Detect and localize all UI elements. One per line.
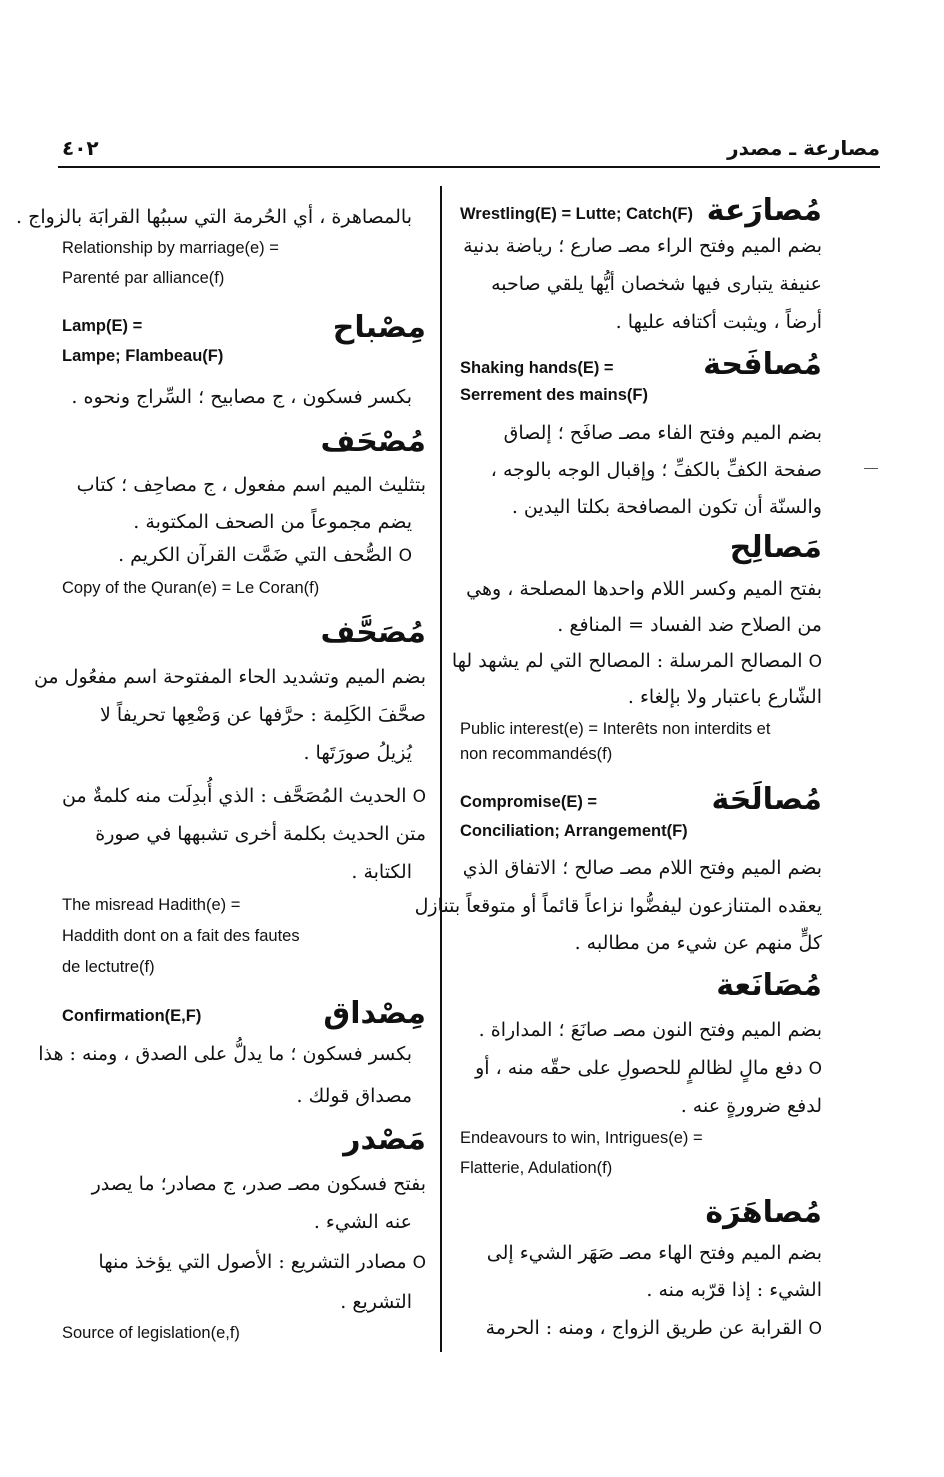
- bullet-circle: O: [808, 1059, 822, 1079]
- definition-line: بضم الميم وفتح النون مصـ صانَعَ ؛ المداراة .: [478, 1019, 822, 1041]
- definition-line: أرضاً ، ويثبت أكتافه عليها .: [615, 311, 822, 333]
- headword-musafaha: مُصافَحة: [703, 347, 822, 382]
- english-gloss: Endeavours to win, Intrigues(e) =: [460, 1129, 703, 1147]
- english-gloss: Serrement des mains(F): [460, 386, 648, 404]
- definition-line: من الصلاح ضد الفساد = المنافع .: [557, 614, 822, 636]
- definition-line: الكتابة .: [351, 861, 412, 883]
- english-gloss: Source of legislation(e,f): [62, 1324, 240, 1342]
- english-gloss: Compromise(E) =: [460, 793, 598, 811]
- english-gloss: Relationship by marriage(e) =: [62, 239, 279, 257]
- definition-line: يضم مجموعاً من الصحف المكتوبة .: [133, 511, 412, 533]
- column-divider: [440, 186, 442, 1352]
- definition-line: متن الحديث بكلمة أخرى تشبهها في صورة: [95, 823, 426, 845]
- english-gloss: de lectutre(f): [62, 958, 155, 976]
- definition-line: لدفع ضرورةٍ عنه .: [680, 1095, 822, 1117]
- headword-misbah: مِصْباح: [332, 310, 426, 345]
- definition-line: بضم الميم وفتح الفاء مصـ صافَح ؛ إلصاق: [503, 422, 822, 444]
- bullet-circle: O: [808, 652, 822, 672]
- definition-line: بفتح الميم وكسر اللام واحدها المصلحة ، وهي: [466, 578, 822, 600]
- definition-line: الشيء : إذا قرّبه منه .: [646, 1279, 822, 1301]
- definition-line: بكسر فسكون ، ج مصابيح ؛ السِّراج ونحوه .: [71, 386, 412, 408]
- definition-line: يعقده المتنازعون ليفضُّوا نزاعاً قائماً أو متوقعاً بتنازل: [414, 895, 822, 917]
- definition-line: O الحديث المُصَحَّف : الذي أُبدِلَت منه كلمةٌ من: [62, 785, 426, 807]
- page-number: ٤٠٢: [62, 136, 99, 160]
- english-gloss: Wrestling(E) = Lutte; Catch(F): [460, 205, 693, 223]
- definition-line: صحَّفَ الكَلِمة : حرَّفها عن وَضْعِها تحريفاً لا: [99, 704, 426, 726]
- bullet-circle: O: [412, 787, 426, 807]
- headword-musahara: مُصاهَرَة: [705, 1195, 822, 1230]
- definition-line: بضم الميم وفتح الراء مصـ صارع ؛ رياضة بدنية: [463, 235, 822, 257]
- definition-line: التشريع .: [340, 1291, 412, 1313]
- header-rule: [58, 166, 880, 168]
- definition-line: بتثليث الميم اسم مفعول ، ج مصاحِف ؛ كتاب: [76, 474, 426, 496]
- bullet-circle: O: [412, 1253, 426, 1273]
- definition-line: صفحة الكفِّ بالكفِّ ؛ وإقبال الوجه بالوجه ،: [490, 459, 822, 481]
- definition-line: كلٍّ منهم عن شيء من مطالبه .: [574, 932, 822, 954]
- english-gloss: Shaking hands(E) =: [460, 359, 614, 377]
- bullet-circle: O: [398, 546, 412, 566]
- english-gloss: Public interest(e) = Interêts non interdits et: [460, 720, 771, 738]
- english-gloss: Copy of the Quran(e) = Le Coran(f): [62, 579, 320, 597]
- definition-line: O الصُّحف التي ضَمَّت القرآن الكريم .: [118, 544, 412, 566]
- english-gloss: Haddith dont on a fait des fautes: [62, 927, 300, 945]
- definition-line: بكسر فسكون ؛ ما يدلُّ على الصدق ، ومنه : هذا: [38, 1043, 412, 1065]
- headword-musalaha: مُصالَحَة: [711, 782, 822, 817]
- bullet-circle: O: [808, 1319, 822, 1339]
- definition-line: بضم الميم وفتح اللام مصـ صالح ؛ الاتفاق الذي: [462, 857, 822, 879]
- headword-misdaq: مِصْداق: [323, 996, 426, 1031]
- english-gloss: Lampe; Flambeau(F): [62, 347, 224, 365]
- english-gloss: The misread Hadith(e) =: [62, 896, 241, 914]
- english-gloss: Conciliation; Arrangement(F): [460, 822, 688, 840]
- definition-line: O القرابة عن طريق الزواج ، ومنه : الحرمة: [485, 1317, 822, 1339]
- definition-line: مصداق قولك .: [296, 1085, 412, 1107]
- definition-line: O المصالح المرسلة : المصالح التي لم يشهد لها: [451, 650, 822, 672]
- page-title: مصارعة ـ مصدر: [727, 136, 880, 160]
- english-gloss: Parenté par alliance(f): [62, 269, 225, 287]
- english-gloss: Lamp(E) =: [62, 317, 143, 335]
- margin-mark: [864, 468, 878, 469]
- definition-line: الشّارع باعتبار ولا بإلغاء .: [627, 686, 822, 708]
- definition-line: O مصادر التشريع : الأصول التي يؤخذ منها: [98, 1251, 426, 1273]
- english-gloss: Confirmation(E,F): [62, 1007, 202, 1025]
- headword-masalih: مَصالِح: [729, 530, 822, 565]
- english-gloss: Flatterie, Adulation(f): [460, 1159, 613, 1177]
- definition-line: عنيفة يتبارى فيها شخصان أيُّها يلقي صاحبه: [491, 273, 822, 295]
- definition-line: والسنّة أن تكون المصافحة بكلتا اليدين .: [511, 496, 822, 518]
- headword-musanaa: مُصَانَعة: [716, 968, 822, 1003]
- definition-line: بضم الميم وفتح الهاء مصـ صَهَر الشيء إلى: [486, 1242, 822, 1264]
- definition-line: بضم الميم وتشديد الحاء المفتوحة اسم مفعُول من: [33, 666, 426, 688]
- headword-mushaf: مُصْحَف: [320, 424, 426, 459]
- english-gloss: non recommandés(f): [460, 745, 613, 763]
- definition-line: O دفع مالٍ لظالمٍ للحصولِ على حقّه منه ، أو: [475, 1057, 822, 1079]
- definition-line: بالمصاهرة ، أي الحُرمة التي سببُها القرابَة بالزواج .: [16, 206, 412, 228]
- definition-line: يُزيلُ صورَتَها .: [303, 742, 412, 764]
- definition-line: بفتح فسكون مصـ صدر، ج مصادر؛ ما يصدر: [91, 1173, 426, 1195]
- headword-musahhaf: مُصَحَّف: [320, 615, 426, 650]
- definition-line: عنه الشيء .: [313, 1211, 412, 1233]
- headword-masdar: مَصْدر: [343, 1122, 426, 1157]
- headword-musaraa: مُصارَعة: [706, 193, 822, 228]
